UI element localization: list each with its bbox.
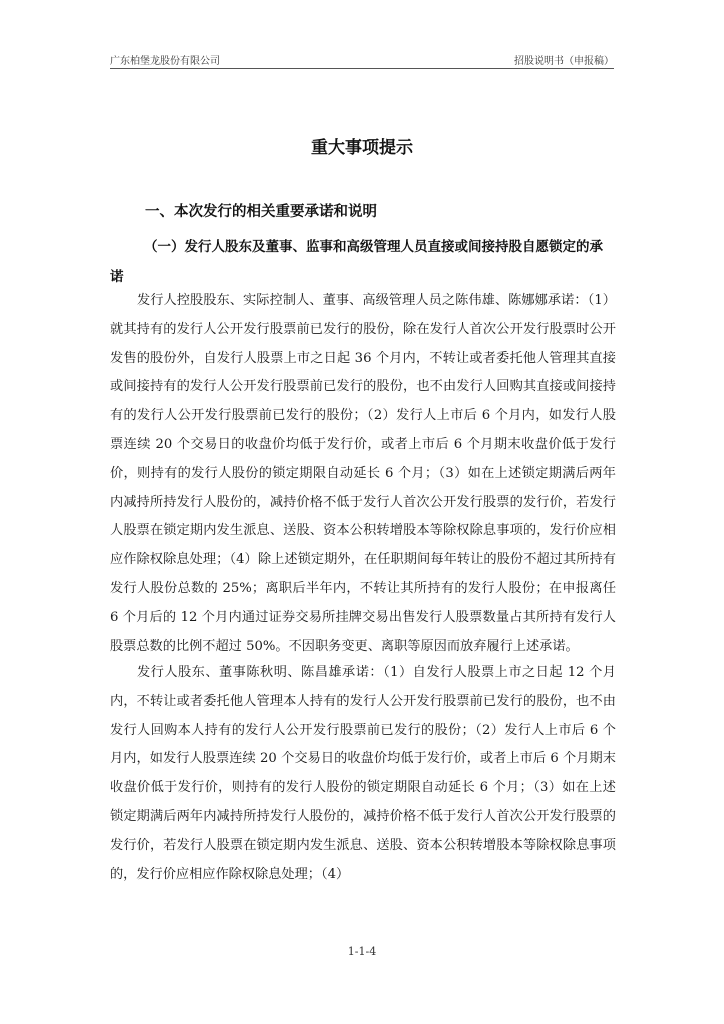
header-company-name: 广东柏堡龙股份有限公司 [110,56,220,67]
header-document-type: 招股说明书（申报稿） [514,56,614,67]
paragraph-controlling-shareholders: 发行人控股股东、实际控制人、董事、高级管理人员之陈伟雄、陈娜娜承诺：（1）就其持有的发行人公开发行股票前已发行的股份，除在发行人首次公开发行股票时公开发售的股份外，自发行人股票上市之日起 36 个月内，不转让或者委托他人管理其直接或间接持有的发行人公开发行股票前已发行的股份，也不由发行人回购其直接或间接持有的发行人公开发行股票前已发行的股份；（2）发行人上市后 6 个月内，如发行人股票连续 20 个交易日的收盘价均低于发行价，或者上市后 6 个月期末收盘价低于发行价，则持有的发行人股份的锁定期限自动延长 6 个月；（3）如在上述锁定期满后两年内减持所持发行人股份的，减持价格不低于发行人首次公开发行股票的发行价，若发行人股票在锁定期内发生派息、送股、资本公积转增股本等除权除息事项的，发行价应相应作除权除息处理；（4）除上述锁定期外，在任职期间每年转让的股份不超过其所持有发行人股份总数的 25%；离职后半年内，不转让其所持有的发行人股份；在申报离任 6 个月后的 12 个月内通过证券交易所挂牌交易出售发行人股票数量占其所持有发行人股票总数的比例不超过 50%。不因职务变更、离职等原因而放弃履行上述承诺。 [110,293,616,654]
section-heading: 一、本次发行的相关重要承诺和说明 [145,204,377,220]
subsection-heading: （一）发行人股东及董事、监事和高级管理人员直接或间接持股自愿锁定的承诺 [110,239,603,285]
page-title: 重大事项提示 [311,138,413,158]
page-header [110,50,614,69]
paragraph-directors-commitment: 发行人股东、董事陈秋明、陈昌雄承诺：（1）自发行人股票上市之日起 12 个月内，不转让或者委托他人管理本人持有的发行人公开发行股票前已发行的股份，也不由发行人回购本人持有的发行人公开发行股票前已发行的股份；（2）发行人上市后 6 个月内，如发行人股票连续 20 个交易日的收盘价均低于发行价，或者上市后 6 个月期末收盘价低于发行价，则持有的发行人股份的锁定期限自动延长 6 个月；（3）如在上述锁定期满后两年内减持所持发行人股份的，减持价格不低于发行人首次公开发行股票的发行价，若发行人股票在锁定期内发生派息、送股、资本公积转增股本等除权除息事项的，发行价应相应作除权除息处理；（4） [110,665,616,882]
page-number: 1-1-4 [347,945,377,958]
